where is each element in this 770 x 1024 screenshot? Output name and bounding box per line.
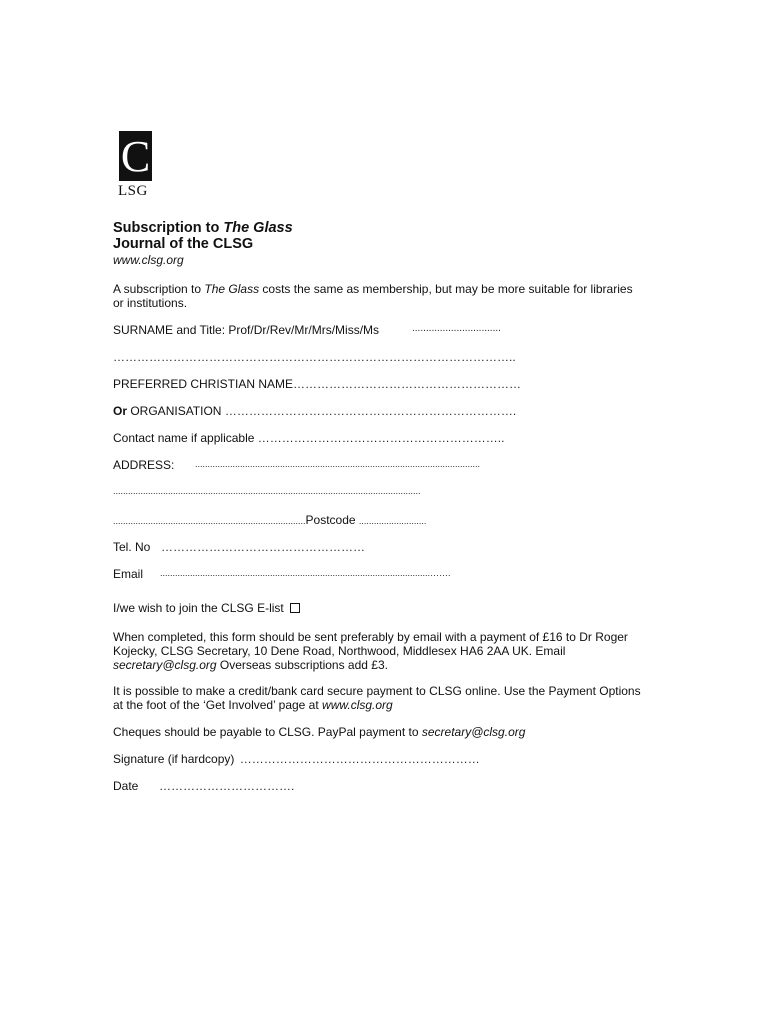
postcode-label: Postcode bbox=[305, 513, 359, 527]
tel-input[interactable]: …………………………………………… bbox=[161, 540, 365, 554]
address-input-line2[interactable]: ........................................................................................................................... bbox=[113, 486, 421, 496]
date-label: Date bbox=[113, 779, 139, 793]
form-title bbox=[113, 220, 293, 236]
online-payment-paragraph bbox=[113, 684, 643, 712]
cheques-text: Cheques should be payable to CLSG. PayPal payment to bbox=[113, 725, 422, 739]
organisation-input[interactable]: ………………………………………………………………. bbox=[224, 404, 517, 418]
intro-paragraph bbox=[113, 282, 643, 310]
contact-input[interactable]: …………………………………………………….. bbox=[257, 431, 505, 445]
completion-paragraph bbox=[113, 630, 643, 672]
completion-suffix: Overseas subscriptions add £3. bbox=[216, 658, 388, 672]
secretary-email-link[interactable]: secretary@clsg.org bbox=[113, 658, 217, 672]
christian-name-label: PREFERRED CHRISTIAN NAME bbox=[113, 377, 294, 391]
online-website-link[interactable]: www.clsg.org bbox=[322, 698, 393, 712]
form-subtitle: Journal of the CLSG bbox=[113, 236, 254, 252]
contact-label: Contact name if applicable bbox=[113, 431, 258, 445]
clsg-logo-text: LSG bbox=[118, 183, 148, 199]
intro-suffix: costs the same as membership, but may be more suitable for libraries or institutions. bbox=[113, 282, 633, 310]
completion-text: When completed, this form should be sent preferably by email with a payment of £16 to Dr Roger Kojecky, CLSG Secretary, 10 Dene Road, Northwood, Middlesex HA6 2AA UK. Email bbox=[113, 630, 628, 658]
christian-name-field bbox=[113, 377, 521, 391]
tel-label: Tel. No bbox=[113, 540, 151, 554]
title-prefix: Subscription to bbox=[113, 220, 224, 236]
title-journal-name: The Glass bbox=[223, 220, 293, 236]
signature-field bbox=[113, 752, 480, 766]
website-link[interactable]: www.clsg.org bbox=[113, 253, 184, 267]
organisation-label: ORGANISATION bbox=[127, 404, 225, 418]
email-label: Email bbox=[113, 567, 144, 581]
elist-row bbox=[113, 601, 300, 615]
cheques-line bbox=[113, 725, 525, 739]
intro-journal-name: The Glass bbox=[204, 282, 260, 296]
email-input[interactable]: ............................................................................................................……. bbox=[160, 568, 451, 578]
signature-label: Signature (if hardcopy) bbox=[113, 752, 235, 766]
elist-checkbox[interactable] bbox=[290, 603, 300, 613]
postcode-input[interactable]: ........................... bbox=[358, 516, 427, 526]
organisation-field bbox=[113, 404, 516, 418]
address-label: ADDRESS: bbox=[113, 458, 175, 472]
paypal-email-link[interactable]: secretary@clsg.org bbox=[421, 725, 526, 739]
date-input[interactable]: ……………………………. bbox=[159, 779, 295, 793]
postcode-row bbox=[113, 513, 426, 527]
surname-label: SURNAME and Title: Prof/Dr/Rev/Mr/Mrs/Miss/Ms bbox=[113, 323, 380, 337]
address-input-line1[interactable]: .................................................................................................................. bbox=[195, 459, 481, 469]
intro-prefix: A subscription to bbox=[113, 282, 205, 296]
surname-input[interactable]: ................................ bbox=[412, 323, 501, 334]
christian-name-input[interactable]: ………………………………………………… bbox=[293, 377, 522, 391]
contact-field bbox=[113, 431, 504, 445]
surname-input-line2[interactable]: ……………………………………………………………………………………….. bbox=[113, 350, 516, 364]
signature-input[interactable]: …………………………………………………… bbox=[239, 752, 480, 766]
clsg-logo-mark: C bbox=[120, 132, 151, 181]
online-payment-text: It is possible to make a credit/bank card secure payment to CLSG online. Use the Payment Options at the foot of the ‘Get Involved’ page at bbox=[113, 684, 641, 712]
organisation-or: Or bbox=[113, 404, 128, 418]
address-input-line3[interactable]: ............................................................................. bbox=[113, 516, 306, 526]
elist-label: I/we wish to join the CLSG E-list bbox=[113, 601, 284, 615]
